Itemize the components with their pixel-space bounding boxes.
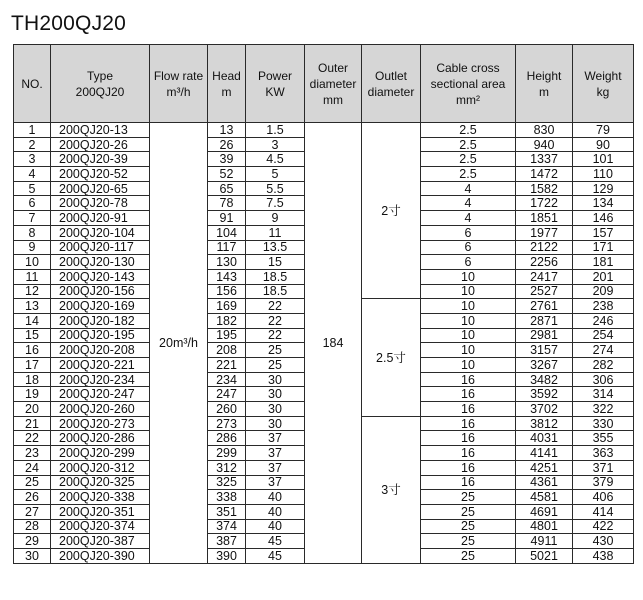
table-row — [14, 123, 634, 138]
cell-type: 200QJ20-221 — [51, 358, 150, 373]
cell-power: 15 — [246, 255, 305, 270]
header-flow-rate: Flow rate m³/h — [150, 45, 208, 123]
cell-height: 4691 — [516, 504, 573, 519]
cell-type: 200QJ20-325 — [51, 475, 150, 490]
cell-height: 2527 — [516, 284, 573, 299]
cell-cable-area: 10 — [421, 313, 516, 328]
cell-no: 10 — [14, 255, 51, 270]
cell-type: 200QJ20-234 — [51, 372, 150, 387]
cell-power: 5.5 — [246, 181, 305, 196]
spec-table — [13, 44, 634, 564]
cell-weight: 274 — [573, 343, 634, 358]
cell-head: 325 — [208, 475, 246, 490]
cell-head: 312 — [208, 460, 246, 475]
cell-power: 25 — [246, 343, 305, 358]
header-height: Height m — [516, 45, 573, 123]
cell-cable-area: 10 — [421, 284, 516, 299]
cell-cable-area: 25 — [421, 490, 516, 505]
header-weight: Weight kg — [573, 45, 634, 123]
cell-weight: 438 — [573, 548, 634, 563]
cell-type: 200QJ20-91 — [51, 211, 150, 226]
cell-no: 12 — [14, 284, 51, 299]
cell-no: 8 — [14, 225, 51, 240]
cell-power: 13.5 — [246, 240, 305, 255]
cell-cable-area: 2.5 — [421, 152, 516, 167]
cell-head: 390 — [208, 548, 246, 563]
cell-weight: 134 — [573, 196, 634, 211]
cell-no: 9 — [14, 240, 51, 255]
cell-head: 338 — [208, 490, 246, 505]
cell-cable-area: 16 — [421, 431, 516, 446]
cell-type: 200QJ20-247 — [51, 387, 150, 402]
cell-type: 200QJ20-104 — [51, 225, 150, 240]
cell-type: 200QJ20-13 — [51, 123, 150, 138]
cell-height: 3702 — [516, 402, 573, 417]
header-head: Head m — [208, 45, 246, 123]
table-body — [14, 123, 634, 564]
cell-cable-area: 4 — [421, 211, 516, 226]
cell-weight: 371 — [573, 460, 634, 475]
cell-type: 200QJ20-299 — [51, 446, 150, 461]
header-outer-diameter: Outer diameter mm — [305, 45, 362, 123]
cell-power: 37 — [246, 431, 305, 446]
cell-head: 169 — [208, 299, 246, 314]
cell-head: 374 — [208, 519, 246, 534]
cell-type: 200QJ20-143 — [51, 269, 150, 284]
cell-height: 830 — [516, 123, 573, 138]
cell-power: 7.5 — [246, 196, 305, 211]
cell-head: 13 — [208, 123, 246, 138]
header-cable-area: Cable cross sectional area mm² — [421, 45, 516, 123]
cell-head: 286 — [208, 431, 246, 446]
cell-power: 1.5 — [246, 123, 305, 138]
cell-height: 4581 — [516, 490, 573, 505]
cell-cable-area: 10 — [421, 358, 516, 373]
cell-power: 5 — [246, 167, 305, 182]
cell-type: 200QJ20-130 — [51, 255, 150, 270]
cell-no: 28 — [14, 519, 51, 534]
cell-height: 4141 — [516, 446, 573, 461]
cell-height: 4361 — [516, 475, 573, 490]
cell-head: 130 — [208, 255, 246, 270]
cell-type: 200QJ20-260 — [51, 402, 150, 417]
cell-no: 1 — [14, 123, 51, 138]
cell-no: 4 — [14, 167, 51, 182]
cell-cable-area: 16 — [421, 372, 516, 387]
cell-power: 30 — [246, 402, 305, 417]
cell-outlet-diameter: 2寸 — [362, 123, 421, 299]
header-row — [14, 45, 634, 123]
cell-type: 200QJ20-117 — [51, 240, 150, 255]
cell-head: 143 — [208, 269, 246, 284]
cell-head: 234 — [208, 372, 246, 387]
cell-head: 182 — [208, 313, 246, 328]
cell-height: 2761 — [516, 299, 573, 314]
cell-no: 18 — [14, 372, 51, 387]
cell-head: 273 — [208, 416, 246, 431]
cell-type: 200QJ20-52 — [51, 167, 150, 182]
cell-no: 2 — [14, 137, 51, 152]
cell-no: 27 — [14, 504, 51, 519]
cell-no: 26 — [14, 490, 51, 505]
cell-weight: 363 — [573, 446, 634, 461]
cell-power: 40 — [246, 490, 305, 505]
cell-head: 52 — [208, 167, 246, 182]
cell-power: 37 — [246, 446, 305, 461]
cell-cable-area: 10 — [421, 328, 516, 343]
cell-cable-area: 2.5 — [421, 167, 516, 182]
cell-weight: 254 — [573, 328, 634, 343]
cell-cable-area: 10 — [421, 299, 516, 314]
cell-power: 45 — [246, 534, 305, 549]
cell-power: 37 — [246, 475, 305, 490]
cell-height: 4801 — [516, 519, 573, 534]
cell-type: 200QJ20-182 — [51, 313, 150, 328]
cell-cable-area: 16 — [421, 446, 516, 461]
cell-weight: 355 — [573, 431, 634, 446]
cell-weight: 209 — [573, 284, 634, 299]
cell-power: 18.5 — [246, 269, 305, 284]
cell-weight: 430 — [573, 534, 634, 549]
cell-head: 156 — [208, 284, 246, 299]
cell-type: 200QJ20-195 — [51, 328, 150, 343]
cell-cable-area: 16 — [421, 475, 516, 490]
cell-height: 2256 — [516, 255, 573, 270]
cell-no: 24 — [14, 460, 51, 475]
cell-cable-area: 16 — [421, 416, 516, 431]
cell-type: 200QJ20-156 — [51, 284, 150, 299]
cell-cable-area: 6 — [421, 240, 516, 255]
cell-type: 200QJ20-169 — [51, 299, 150, 314]
cell-height: 3157 — [516, 343, 573, 358]
cell-no: 25 — [14, 475, 51, 490]
cell-no: 13 — [14, 299, 51, 314]
cell-type: 200QJ20-374 — [51, 519, 150, 534]
cell-cable-area: 16 — [421, 460, 516, 475]
cell-weight: 181 — [573, 255, 634, 270]
cell-type: 200QJ20-338 — [51, 490, 150, 505]
cell-power: 30 — [246, 416, 305, 431]
cell-cable-area: 10 — [421, 269, 516, 284]
header-power: Power KW — [246, 45, 305, 123]
cell-power: 22 — [246, 313, 305, 328]
cell-height: 3482 — [516, 372, 573, 387]
cell-no: 19 — [14, 387, 51, 402]
cell-weight: 238 — [573, 299, 634, 314]
cell-cable-area: 4 — [421, 181, 516, 196]
cell-height: 1472 — [516, 167, 573, 182]
cell-weight: 314 — [573, 387, 634, 402]
cell-weight: 146 — [573, 211, 634, 226]
cell-no: 16 — [14, 343, 51, 358]
cell-no: 14 — [14, 313, 51, 328]
cell-no: 15 — [14, 328, 51, 343]
cell-type: 200QJ20-26 — [51, 137, 150, 152]
cell-power: 3 — [246, 137, 305, 152]
cell-type: 200QJ20-286 — [51, 431, 150, 446]
cell-type: 200QJ20-208 — [51, 343, 150, 358]
cell-head: 221 — [208, 358, 246, 373]
cell-cable-area: 2.5 — [421, 137, 516, 152]
cell-head: 65 — [208, 181, 246, 196]
cell-cable-area: 6 — [421, 255, 516, 270]
cell-head: 78 — [208, 196, 246, 211]
cell-head: 260 — [208, 402, 246, 417]
cell-height: 4911 — [516, 534, 573, 549]
cell-no: 22 — [14, 431, 51, 446]
cell-weight: 379 — [573, 475, 634, 490]
cell-weight: 330 — [573, 416, 634, 431]
cell-power: 9 — [246, 211, 305, 226]
cell-head: 387 — [208, 534, 246, 549]
cell-height: 1977 — [516, 225, 573, 240]
cell-cable-area: 25 — [421, 548, 516, 563]
cell-type: 200QJ20-273 — [51, 416, 150, 431]
cell-outer-diameter: 184 — [305, 123, 362, 564]
cell-weight: 414 — [573, 504, 634, 519]
cell-cable-area: 10 — [421, 343, 516, 358]
cell-power: 40 — [246, 504, 305, 519]
cell-power: 22 — [246, 328, 305, 343]
cell-weight: 201 — [573, 269, 634, 284]
cell-no: 17 — [14, 358, 51, 373]
page-title: TH200QJ20 — [11, 12, 127, 35]
cell-height: 3267 — [516, 358, 573, 373]
cell-weight: 110 — [573, 167, 634, 182]
cell-no: 20 — [14, 402, 51, 417]
cell-height: 4031 — [516, 431, 573, 446]
cell-power: 25 — [246, 358, 305, 373]
cell-weight: 79 — [573, 123, 634, 138]
cell-no: 3 — [14, 152, 51, 167]
cell-head: 91 — [208, 211, 246, 226]
cell-cable-area: 25 — [421, 519, 516, 534]
cell-flow-rate: 20m³/h — [150, 123, 208, 564]
header-no: NO. — [14, 45, 51, 123]
cell-height: 3592 — [516, 387, 573, 402]
cell-power: 11 — [246, 225, 305, 240]
cell-outlet-diameter: 2.5寸 — [362, 299, 421, 417]
cell-cable-area: 16 — [421, 402, 516, 417]
cell-head: 117 — [208, 240, 246, 255]
header-type: Type 200QJ20 — [51, 45, 150, 123]
cell-no: 30 — [14, 548, 51, 563]
cell-weight: 246 — [573, 313, 634, 328]
cell-cable-area: 16 — [421, 387, 516, 402]
cell-power: 45 — [246, 548, 305, 563]
cell-no: 29 — [14, 534, 51, 549]
header-outlet-diameter: Outlet diameter — [362, 45, 421, 123]
cell-no: 23 — [14, 446, 51, 461]
cell-head: 351 — [208, 504, 246, 519]
cell-cable-area: 25 — [421, 534, 516, 549]
cell-head: 195 — [208, 328, 246, 343]
cell-weight: 157 — [573, 225, 634, 240]
cell-no: 21 — [14, 416, 51, 431]
cell-head: 26 — [208, 137, 246, 152]
cell-type: 200QJ20-387 — [51, 534, 150, 549]
cell-weight: 306 — [573, 372, 634, 387]
cell-weight: 422 — [573, 519, 634, 534]
cell-height: 1337 — [516, 152, 573, 167]
cell-type: 200QJ20-312 — [51, 460, 150, 475]
cell-weight: 90 — [573, 137, 634, 152]
cell-height: 2871 — [516, 313, 573, 328]
cell-height: 5021 — [516, 548, 573, 563]
cell-type: 200QJ20-78 — [51, 196, 150, 211]
cell-height: 4251 — [516, 460, 573, 475]
cell-outlet-diameter: 3寸 — [362, 416, 421, 563]
cell-height: 940 — [516, 137, 573, 152]
cell-height: 2417 — [516, 269, 573, 284]
cell-power: 37 — [246, 460, 305, 475]
cell-weight: 282 — [573, 358, 634, 373]
cell-head: 104 — [208, 225, 246, 240]
cell-cable-area: 2.5 — [421, 123, 516, 138]
cell-power: 30 — [246, 387, 305, 402]
cell-head: 208 — [208, 343, 246, 358]
cell-head: 299 — [208, 446, 246, 461]
cell-height: 3812 — [516, 416, 573, 431]
cell-height: 1722 — [516, 196, 573, 211]
cell-weight: 322 — [573, 402, 634, 417]
cell-weight: 406 — [573, 490, 634, 505]
cell-head: 39 — [208, 152, 246, 167]
cell-type: 200QJ20-390 — [51, 548, 150, 563]
cell-height: 2981 — [516, 328, 573, 343]
cell-height: 1851 — [516, 211, 573, 226]
cell-power: 18.5 — [246, 284, 305, 299]
cell-head: 247 — [208, 387, 246, 402]
cell-no: 6 — [14, 196, 51, 211]
cell-no: 5 — [14, 181, 51, 196]
cell-type: 200QJ20-351 — [51, 504, 150, 519]
cell-weight: 129 — [573, 181, 634, 196]
cell-weight: 101 — [573, 152, 634, 167]
cell-power: 22 — [246, 299, 305, 314]
cell-power: 30 — [246, 372, 305, 387]
cell-cable-area: 4 — [421, 196, 516, 211]
cell-no: 11 — [14, 269, 51, 284]
cell-height: 2122 — [516, 240, 573, 255]
cell-no: 7 — [14, 211, 51, 226]
cell-height: 1582 — [516, 181, 573, 196]
cell-cable-area: 25 — [421, 504, 516, 519]
cell-weight: 171 — [573, 240, 634, 255]
cell-type: 200QJ20-65 — [51, 181, 150, 196]
cell-power: 40 — [246, 519, 305, 534]
cell-type: 200QJ20-39 — [51, 152, 150, 167]
cell-cable-area: 6 — [421, 225, 516, 240]
cell-power: 4.5 — [246, 152, 305, 167]
